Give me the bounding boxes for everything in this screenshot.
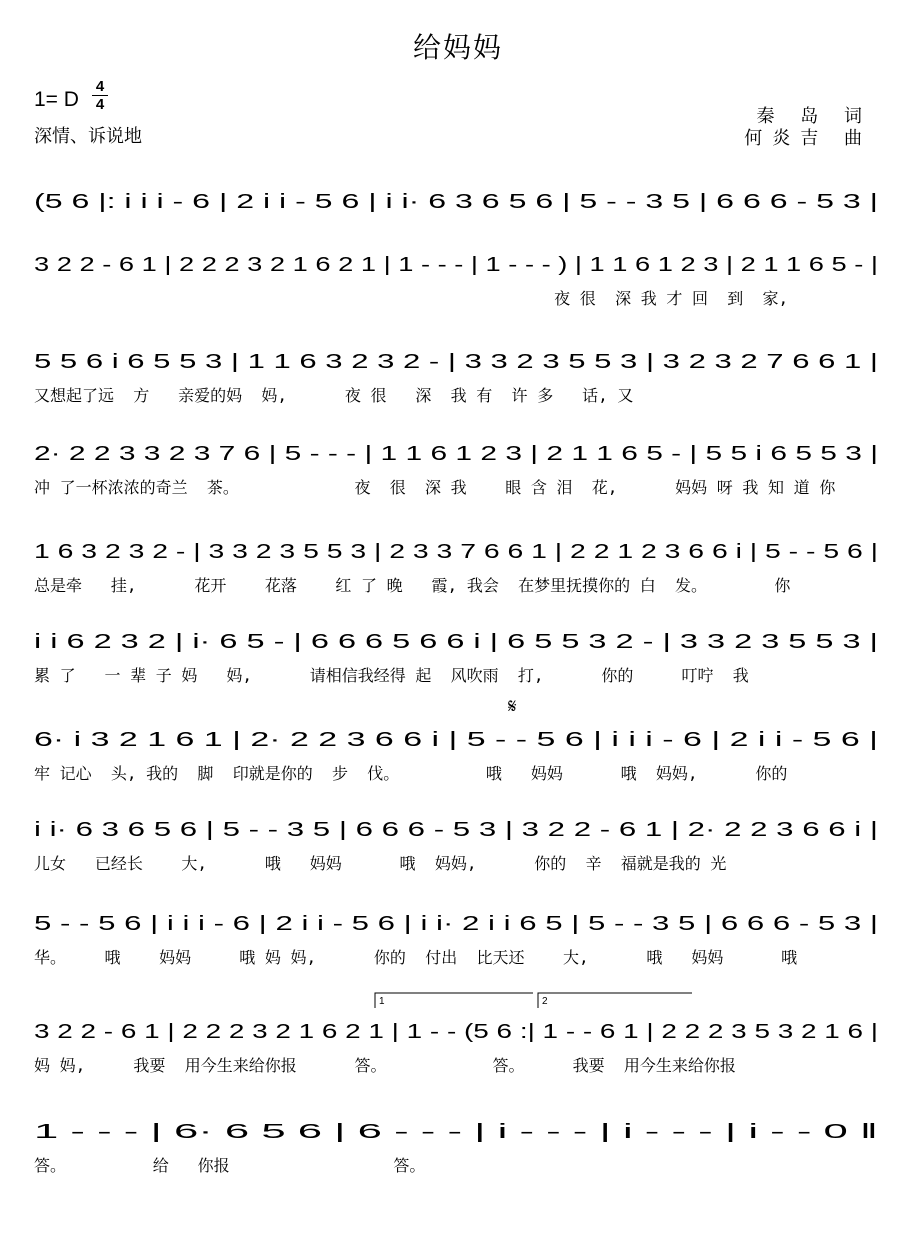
lyrics-line: 牢 记心 头, 我的 脚 印就是你的 步 伐。 哦 妈妈 哦 妈妈, 你的 <box>34 764 788 783</box>
volta-brackets <box>0 990 916 1010</box>
notation-line <box>34 243 878 281</box>
notation-text: 3 2 2 - 6 1 | 2 2 2 3 2 1 6 2 1 | 1 - - (5 6 :| 1 - - 6 1 | 2 2 2 3 5 3 2 1 6 | <box>34 1021 878 1043</box>
composer-credit: 何炎吉 曲 <box>744 128 872 149</box>
segno-icon: 𝄋 <box>508 694 517 718</box>
notation-text: 6· i 3 2 1 6 1 | 2· 2 2 3 6 6 i | 5 - - 5 6 | i i i - 6 | 2 i i - 5 6 | <box>34 729 878 751</box>
volta-bracket <box>375 993 533 1008</box>
lyrics-line: 总是牵 挂, 花开 花落 红 了 晚 霞, 我会 在梦里抚摸你的 白 发。 你 <box>34 576 791 595</box>
notation-text: (5 6 |: i i i - 6 | 2 i i - 5 6 | i i· 6 3 6 5 6 | 5 - - 3 5 | 6 6 6 - 5 3 | <box>34 191 878 213</box>
notation-line <box>34 340 878 378</box>
notation-text: i i· 6 3 6 5 6 | 5 - - 3 5 | 6 6 6 - 5 3 | 3 2 2 - 6 1 | 2· 2 2 3 6 6 i | <box>34 819 878 841</box>
notation-line <box>34 1010 878 1048</box>
time-signature <box>92 79 108 112</box>
notation-text: 5 - - 5 6 | i i i - 6 | 2 i i - 5 6 | i i· 2 i i 6 5 | 5 - - 3 5 | 6 6 6 - 5 3 | <box>34 913 878 935</box>
time-signature-top: 4 <box>95 78 105 95</box>
notation-line <box>34 530 878 568</box>
volta-number: 2 <box>542 996 548 1007</box>
notation-text: 1 6 3 2 3 2 - | 3 3 2 3 5 5 3 | 2 3 3 7 6 6 1 | 2 2 1 2 3 6 6 i | 5 - - 5 6 | <box>34 541 878 563</box>
notation-line <box>34 180 878 218</box>
lyrics-line: 儿女 已经长 大, 哦 妈妈 哦 妈妈, 你的 辛 福就是我的 光 <box>34 854 727 873</box>
notation-line <box>34 1110 878 1148</box>
lyrics-line: 又想起了远 方 亲爱的妈 妈, 夜 很 深 我 有 许 多 话, 又 <box>34 386 634 405</box>
notation-text: 1 - - - | 6· 6 5 6 | 6 - - - | i - - - | i - - - | i - - 0 ‖ <box>34 1121 878 1143</box>
notation-text: 5 5 6 i 6 5 5 3 | 1 1 6 3 2 3 2 - | 3 3 2 3 5 5 3 | 3 2 3 2 7 6 6 1 | <box>34 351 878 373</box>
notation-line <box>34 718 878 756</box>
notation-line <box>34 902 878 940</box>
volta-number: 1 <box>379 996 385 1007</box>
time-signature-bottom: 4 <box>95 96 105 113</box>
expression-marking: 深情、诉说地 <box>34 126 142 147</box>
notation-text: 2· 2 2 3 3 2 3 7 6 | 5 - - - | 1 1 6 1 2 3 | 2 1 1 6 5 - | 5 5 i 6 5 5 3 | <box>34 443 878 465</box>
lyrics-line: 华。 哦 妈妈 哦 妈 妈, 你的 付出 比天还 大, 哦 妈妈 哦 <box>34 948 798 967</box>
song-title: 给妈妈 <box>412 31 503 64</box>
lyrics-line: 答。 给 你报 答。 <box>34 1156 426 1175</box>
notation-line <box>34 432 878 470</box>
lyrics-line: 妈 妈, 我要 用今生来给你报 答。 答。 我要 用今生来给你报 <box>34 1056 736 1075</box>
notation-text: i i 6 2 3 2 | i· 6 5 - | 6 6 6 5 6 6 i | 6 5 5 3 2 - | 3 3 2 3 5 5 3 | <box>34 631 878 653</box>
volta-bracket <box>538 993 692 1008</box>
lyricist-credit: 秦 岛 词 <box>756 106 872 127</box>
key-signature: 1= D <box>34 88 79 111</box>
lyrics-line: 夜 很 深 我 才 回 到 家, <box>34 289 789 308</box>
notation-line <box>34 808 878 846</box>
lyrics-line: 冲 了一杯浓浓的奇兰 茶。 夜 很 深 我 眼 含 泪 花, 妈妈 呀 我 知 道 你 <box>34 478 836 497</box>
notation-line <box>34 620 878 658</box>
lyrics-line: 累 了 一 辈 子 妈 妈, 请相信我经得 起 风吹雨 打, 你的 叮咛 我 <box>34 666 749 685</box>
notation-text: 3 2 2 - 6 1 | 2 2 2 3 2 1 6 2 1 | 1 - - - | 1 - - - ) | 1 1 6 1 2 3 | 2 1 1 6 5 - | <box>34 254 878 276</box>
